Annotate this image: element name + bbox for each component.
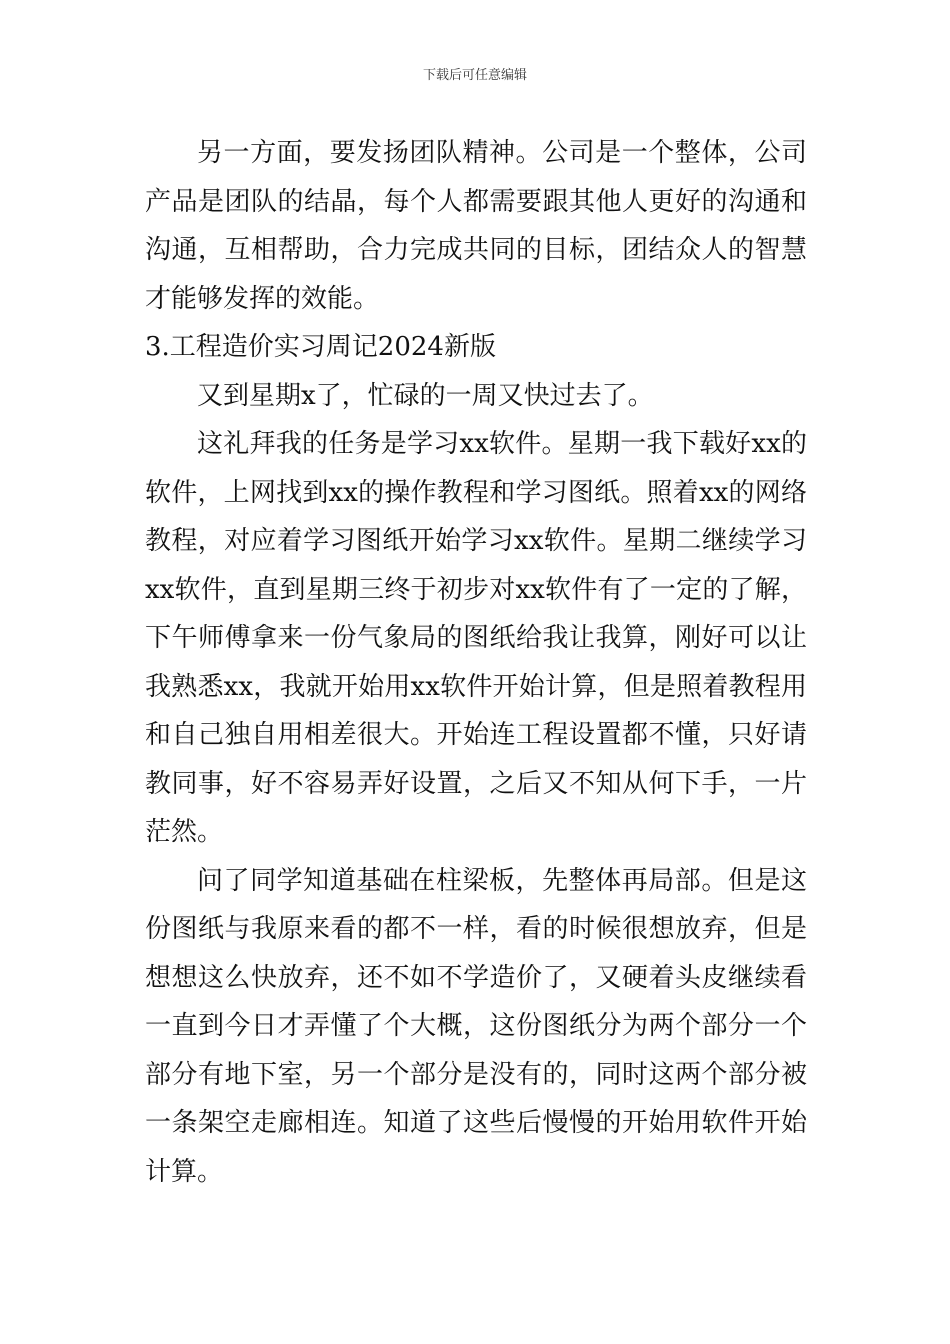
header-note: 下载后可任意编辑: [422, 68, 527, 83]
paragraph-teamwork: 另一方面，要发扬团队精神。公司是一个整体，公司产品是团队的结晶，每个人都需要跟其他人更好的沟通和沟通，互相帮助，合力完成共同的目标，团结众人的智慧才能够发挥的效能。: [145, 138, 807, 314]
paragraph-software-learning: 这礼拜我的任务是学习xx软件。星期一我下载好xx的软件，上网找到xx的操作教程和学习图纸。照着xx的网络教程，对应着学习图纸开始学习xx软件。星期二继续学习xx软件，直到星期三终于初步对xx软件有了一定的了解，下午师傅拿来一份气象局的图纸给我让我算，刚好可以让我熟悉xx，我就开始用xx软件开始计算，但是照着教程用和自己独自用相差很大。开始连工程设置都不懂，只好请教同事，好不容易弄好设置，之后又不知从何下手，一片茫然。: [145, 429, 807, 847]
paragraph-week-intro: 又到星期x了，忙碌的一周又快过去了。: [197, 380, 654, 411]
section-heading: 3.工程造价实习周记2024新版: [145, 332, 496, 362]
paragraph-drawing-study: 问了同学知道基础在柱梁板，先整体再局部。但是这份图纸与我原来看的都不一样，看的时候很想放弃，但是想想这么快放弃，还不如不学造价了，又硬着头皮继续看一直到今日才弄懂了个大概，这份图纸分为两个部分一个部分有地下室，另一个部分是没有的，同时这两个部分被一条架空走廊相连。知道了这些后慢慢的开始用软件开始计算。: [145, 865, 807, 1187]
document-body: [145, 129, 807, 1196]
